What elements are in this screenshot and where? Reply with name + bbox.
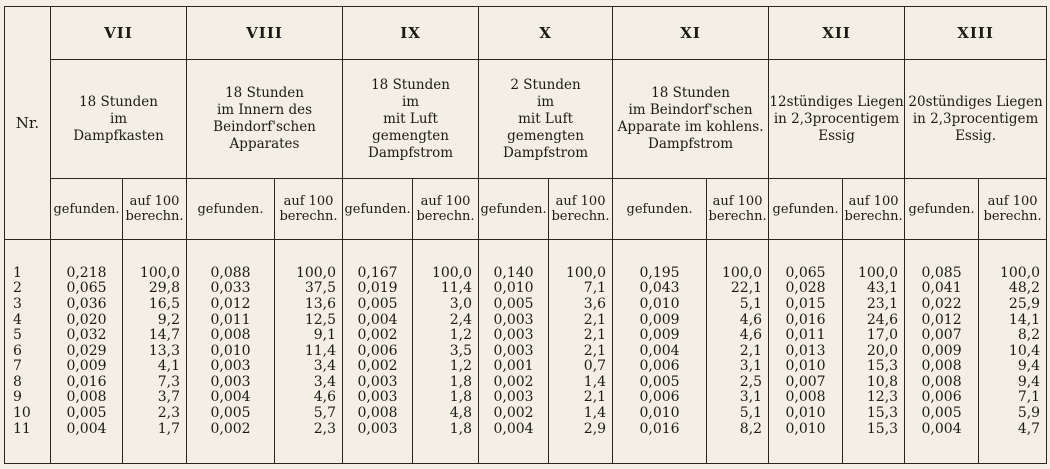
found-value: 0,011 bbox=[210, 311, 251, 328]
subheader-found: gefunden. bbox=[187, 179, 275, 240]
series-description-6: 12stündiges Liegen in 2,3procentigem Essig bbox=[769, 60, 905, 179]
percent-value: 100,0 bbox=[721, 264, 763, 281]
found-value: 0,013 bbox=[785, 342, 826, 359]
percent-values-column bbox=[123, 240, 187, 464]
percent-value: 2,1 bbox=[583, 327, 607, 344]
percent-value: 2,1 bbox=[583, 389, 607, 406]
found-value: 0,033 bbox=[210, 280, 251, 297]
row-number: 11 bbox=[13, 420, 31, 437]
subheader-percent: auf 100 berechn. bbox=[707, 179, 769, 240]
found-value: 0,006 bbox=[639, 389, 680, 406]
percent-values-column bbox=[707, 240, 769, 464]
row-number: 1 bbox=[13, 264, 22, 281]
percent-value: 100,0 bbox=[857, 264, 899, 281]
found-values-column bbox=[769, 240, 843, 464]
percent-value: 43,1 bbox=[866, 280, 899, 297]
subheader-percent: auf 100 berechn. bbox=[549, 179, 613, 240]
subheader-percent: auf 100 berechn. bbox=[843, 179, 905, 240]
found-values-column bbox=[343, 240, 413, 464]
subheader-found: gefunden. bbox=[769, 179, 843, 240]
found-value: 0,008 bbox=[357, 405, 398, 422]
found-value: 0,085 bbox=[921, 264, 962, 281]
found-value: 0,004 bbox=[357, 311, 398, 328]
percent-value: 13,3 bbox=[148, 342, 181, 359]
found-value: 0,020 bbox=[66, 311, 107, 328]
percent-value: 16,5 bbox=[148, 295, 181, 312]
series-roman-3: IX bbox=[343, 7, 479, 60]
percent-value: 1,7 bbox=[157, 420, 181, 437]
found-value: 0,065 bbox=[785, 264, 826, 281]
series-roman-7: XIII bbox=[905, 7, 1047, 60]
percent-value: 3,6 bbox=[583, 295, 607, 312]
subheader-found: gefunden. bbox=[51, 179, 123, 240]
found-value: 0,010 bbox=[785, 358, 826, 375]
percent-value: 3,0 bbox=[449, 295, 473, 312]
row-number: 4 bbox=[13, 311, 22, 328]
percent-value: 100,0 bbox=[431, 264, 473, 281]
found-value: 0,010 bbox=[785, 405, 826, 422]
percent-value: 5,1 bbox=[739, 405, 763, 422]
percent-value: 14,7 bbox=[148, 327, 181, 344]
percent-value: 11,4 bbox=[304, 342, 337, 359]
found-value: 0,008 bbox=[921, 358, 962, 375]
found-value: 0,029 bbox=[66, 342, 107, 359]
found-value: 0,003 bbox=[357, 420, 398, 437]
percent-value: 15,3 bbox=[866, 358, 899, 375]
subheader-found: gefunden. bbox=[905, 179, 979, 240]
percent-value: 4,1 bbox=[157, 358, 181, 375]
percent-value: 4,8 bbox=[449, 405, 473, 422]
found-value: 0,008 bbox=[66, 389, 107, 406]
percent-value: 5,7 bbox=[313, 405, 337, 422]
percent-value: 7,1 bbox=[583, 280, 607, 297]
found-value: 0,009 bbox=[639, 327, 680, 344]
found-value: 0,003 bbox=[493, 389, 534, 406]
percent-value: 2,5 bbox=[739, 373, 763, 390]
found-values-column bbox=[613, 240, 707, 464]
percent-value: 15,3 bbox=[866, 405, 899, 422]
percent-value: 100,0 bbox=[295, 264, 337, 281]
found-value: 0,008 bbox=[785, 389, 826, 406]
found-value: 0,167 bbox=[357, 264, 398, 281]
percent-value: 2,1 bbox=[583, 342, 607, 359]
found-value: 0,007 bbox=[921, 327, 962, 344]
found-value: 0,009 bbox=[921, 342, 962, 359]
percent-values-column bbox=[549, 240, 613, 464]
found-value: 0,043 bbox=[639, 280, 680, 297]
found-value: 0,009 bbox=[639, 311, 680, 328]
percent-value: 3,7 bbox=[157, 389, 181, 406]
percent-value: 9,1 bbox=[313, 327, 337, 344]
subheader-found: gefunden. bbox=[613, 179, 707, 240]
found-value: 0,002 bbox=[493, 373, 534, 390]
found-value: 0,002 bbox=[357, 358, 398, 375]
percent-value: 1,2 bbox=[449, 358, 473, 375]
percent-value: 100,0 bbox=[565, 264, 607, 281]
row-number: 2 bbox=[13, 280, 22, 297]
series-roman-1: VII bbox=[51, 7, 187, 60]
series-roman-4: X bbox=[479, 7, 613, 60]
found-value: 0,005 bbox=[66, 405, 107, 422]
percent-value: 2,3 bbox=[313, 420, 337, 437]
found-value: 0,012 bbox=[921, 311, 962, 328]
found-value: 0,004 bbox=[639, 342, 680, 359]
found-value: 0,002 bbox=[357, 327, 398, 344]
percent-value: 3,5 bbox=[449, 342, 473, 359]
percent-value: 0,7 bbox=[583, 358, 607, 375]
percent-value: 3,1 bbox=[739, 358, 763, 375]
percent-value: 12,3 bbox=[866, 389, 899, 406]
percent-value: 1,8 bbox=[449, 373, 473, 390]
found-value: 0,004 bbox=[921, 420, 962, 437]
percent-value: 8,2 bbox=[1017, 327, 1041, 344]
row-number: 5 bbox=[13, 327, 22, 344]
found-values-column bbox=[905, 240, 979, 464]
found-value: 0,010 bbox=[639, 295, 680, 312]
percent-values-column bbox=[275, 240, 343, 464]
percent-value: 3,1 bbox=[739, 389, 763, 406]
found-value: 0,005 bbox=[210, 405, 251, 422]
percent-value: 13,6 bbox=[304, 295, 337, 312]
percent-value: 1,4 bbox=[583, 373, 607, 390]
found-value: 0,008 bbox=[210, 327, 251, 344]
results-table bbox=[4, 6, 1047, 464]
found-values-column bbox=[187, 240, 275, 464]
subheader-found: gefunden. bbox=[479, 179, 549, 240]
percent-value: 2,1 bbox=[583, 311, 607, 328]
percent-value: 12,5 bbox=[304, 311, 337, 328]
found-value: 0,010 bbox=[493, 280, 534, 297]
found-value: 0,140 bbox=[493, 264, 534, 281]
found-value: 0,010 bbox=[210, 342, 251, 359]
subheader-percent: auf 100 berechn. bbox=[123, 179, 187, 240]
found-value: 0,002 bbox=[210, 420, 251, 437]
found-value: 0,012 bbox=[210, 295, 251, 312]
percent-value: 10,4 bbox=[1008, 342, 1041, 359]
percent-value: 9,4 bbox=[1017, 358, 1041, 375]
found-value: 0,003 bbox=[357, 373, 398, 390]
percent-value: 29,8 bbox=[148, 280, 181, 297]
percent-value: 2,9 bbox=[583, 420, 607, 437]
found-values-column bbox=[51, 240, 123, 464]
nr-header: Nr. bbox=[5, 7, 51, 240]
percent-value: 9,2 bbox=[157, 311, 181, 328]
percent-value: 5,9 bbox=[1017, 405, 1041, 422]
percent-value: 25,9 bbox=[1008, 295, 1041, 312]
percent-value: 1,2 bbox=[449, 327, 473, 344]
found-value: 0,036 bbox=[66, 295, 107, 312]
row-number: 9 bbox=[13, 389, 22, 406]
percent-value: 2,1 bbox=[739, 342, 763, 359]
found-value: 0,004 bbox=[210, 389, 251, 406]
percent-value: 24,6 bbox=[866, 311, 899, 328]
found-value: 0,022 bbox=[921, 295, 962, 312]
found-value: 0,007 bbox=[785, 373, 826, 390]
series-roman-5: XI bbox=[613, 7, 769, 60]
percent-value: 48,2 bbox=[1008, 280, 1041, 297]
percent-value: 1,8 bbox=[449, 389, 473, 406]
found-value: 0,003 bbox=[357, 389, 398, 406]
found-value: 0,005 bbox=[357, 295, 398, 312]
series-roman-2: VIII bbox=[187, 7, 343, 60]
found-value: 0,009 bbox=[66, 358, 107, 375]
series-description-2: 18 Stunden im Innern des Beindorf'schen Apparates bbox=[187, 60, 343, 179]
percent-values-column bbox=[413, 240, 479, 464]
found-value: 0,004 bbox=[66, 420, 107, 437]
row-number: 7 bbox=[13, 358, 22, 375]
found-value: 0,010 bbox=[639, 405, 680, 422]
series-description-7: 20stündiges Liegen in 2,3procentigem Essig. bbox=[905, 60, 1047, 179]
percent-value: 3,4 bbox=[313, 358, 337, 375]
found-value: 0,005 bbox=[921, 405, 962, 422]
percent-value: 23,1 bbox=[866, 295, 899, 312]
found-value: 0,032 bbox=[66, 327, 107, 344]
found-value: 0,195 bbox=[639, 264, 680, 281]
series-roman-6: XII bbox=[769, 7, 905, 60]
series-description-3: 18 Stunden im mit Luft gemengten Dampfstrom bbox=[343, 60, 479, 179]
percent-value: 20,0 bbox=[866, 342, 899, 359]
found-value: 0,088 bbox=[210, 264, 251, 281]
percent-value: 2,4 bbox=[449, 311, 473, 328]
found-value: 0,003 bbox=[210, 373, 251, 390]
percent-value: 1,4 bbox=[583, 405, 607, 422]
series-description-1: 18 Stunden im Dampfkasten bbox=[51, 60, 187, 179]
row-number-column bbox=[5, 240, 51, 464]
percent-value: 11,4 bbox=[440, 280, 473, 297]
found-value: 0,016 bbox=[66, 373, 107, 390]
found-value: 0,005 bbox=[493, 295, 534, 312]
found-value: 0,028 bbox=[785, 280, 826, 297]
found-value: 0,010 bbox=[785, 420, 826, 437]
found-value: 0,003 bbox=[493, 327, 534, 344]
percent-value: 7,1 bbox=[1017, 389, 1041, 406]
percent-value: 4,6 bbox=[739, 327, 763, 344]
percent-value: 100,0 bbox=[139, 264, 181, 281]
percent-value: 100,0 bbox=[999, 264, 1041, 281]
percent-value: 15,3 bbox=[866, 420, 899, 437]
found-value: 0,006 bbox=[921, 389, 962, 406]
found-value: 0,016 bbox=[639, 420, 680, 437]
percent-value: 1,8 bbox=[449, 420, 473, 437]
series-description-4: 2 Stunden im mit Luft gemengten Dampfstrom bbox=[479, 60, 613, 179]
percent-value: 3,4 bbox=[313, 373, 337, 390]
found-value: 0,218 bbox=[66, 264, 107, 281]
percent-value: 10,8 bbox=[866, 373, 899, 390]
subheader-percent: auf 100 berechn. bbox=[413, 179, 479, 240]
found-values-column bbox=[479, 240, 549, 464]
found-value: 0,006 bbox=[357, 342, 398, 359]
found-value: 0,006 bbox=[639, 358, 680, 375]
found-value: 0,015 bbox=[785, 295, 826, 312]
row-number: 8 bbox=[13, 373, 22, 390]
found-value: 0,016 bbox=[785, 311, 826, 328]
found-value: 0,065 bbox=[66, 280, 107, 297]
found-value: 0,019 bbox=[357, 280, 398, 297]
found-value: 0,011 bbox=[785, 327, 826, 344]
found-value: 0,005 bbox=[639, 373, 680, 390]
percent-value: 22,1 bbox=[730, 280, 763, 297]
percent-value: 5,1 bbox=[739, 295, 763, 312]
found-value: 0,003 bbox=[210, 358, 251, 375]
found-value: 0,003 bbox=[493, 311, 534, 328]
percent-values-column bbox=[843, 240, 905, 464]
found-value: 0,004 bbox=[493, 420, 534, 437]
found-value: 0,008 bbox=[921, 373, 962, 390]
row-number: 6 bbox=[13, 342, 22, 359]
percent-value: 4,7 bbox=[1017, 420, 1041, 437]
percent-value: 2,3 bbox=[157, 405, 181, 422]
series-description-5: 18 Stunden im Beindorf'schen Apparate im kohlens. Dampfstrom bbox=[613, 60, 769, 179]
percent-value: 4,6 bbox=[739, 311, 763, 328]
percent-value: 9,4 bbox=[1017, 373, 1041, 390]
percent-value: 14,1 bbox=[1008, 311, 1041, 328]
percent-value: 37,5 bbox=[304, 280, 337, 297]
row-number: 10 bbox=[13, 405, 31, 422]
subheader-percent: auf 100 berechn. bbox=[275, 179, 343, 240]
subheader-found: gefunden. bbox=[343, 179, 413, 240]
percent-value: 4,6 bbox=[313, 389, 337, 406]
percent-value: 8,2 bbox=[739, 420, 763, 437]
found-value: 0,002 bbox=[493, 405, 534, 422]
found-value: 0,041 bbox=[921, 280, 962, 297]
found-value: 0,003 bbox=[493, 342, 534, 359]
subheader-percent: auf 100 berechn. bbox=[979, 179, 1047, 240]
found-value: 0,001 bbox=[493, 358, 534, 375]
percent-values-column bbox=[979, 240, 1047, 464]
percent-value: 7,3 bbox=[157, 373, 181, 390]
percent-value: 17,0 bbox=[866, 327, 899, 344]
row-number: 3 bbox=[13, 295, 22, 312]
